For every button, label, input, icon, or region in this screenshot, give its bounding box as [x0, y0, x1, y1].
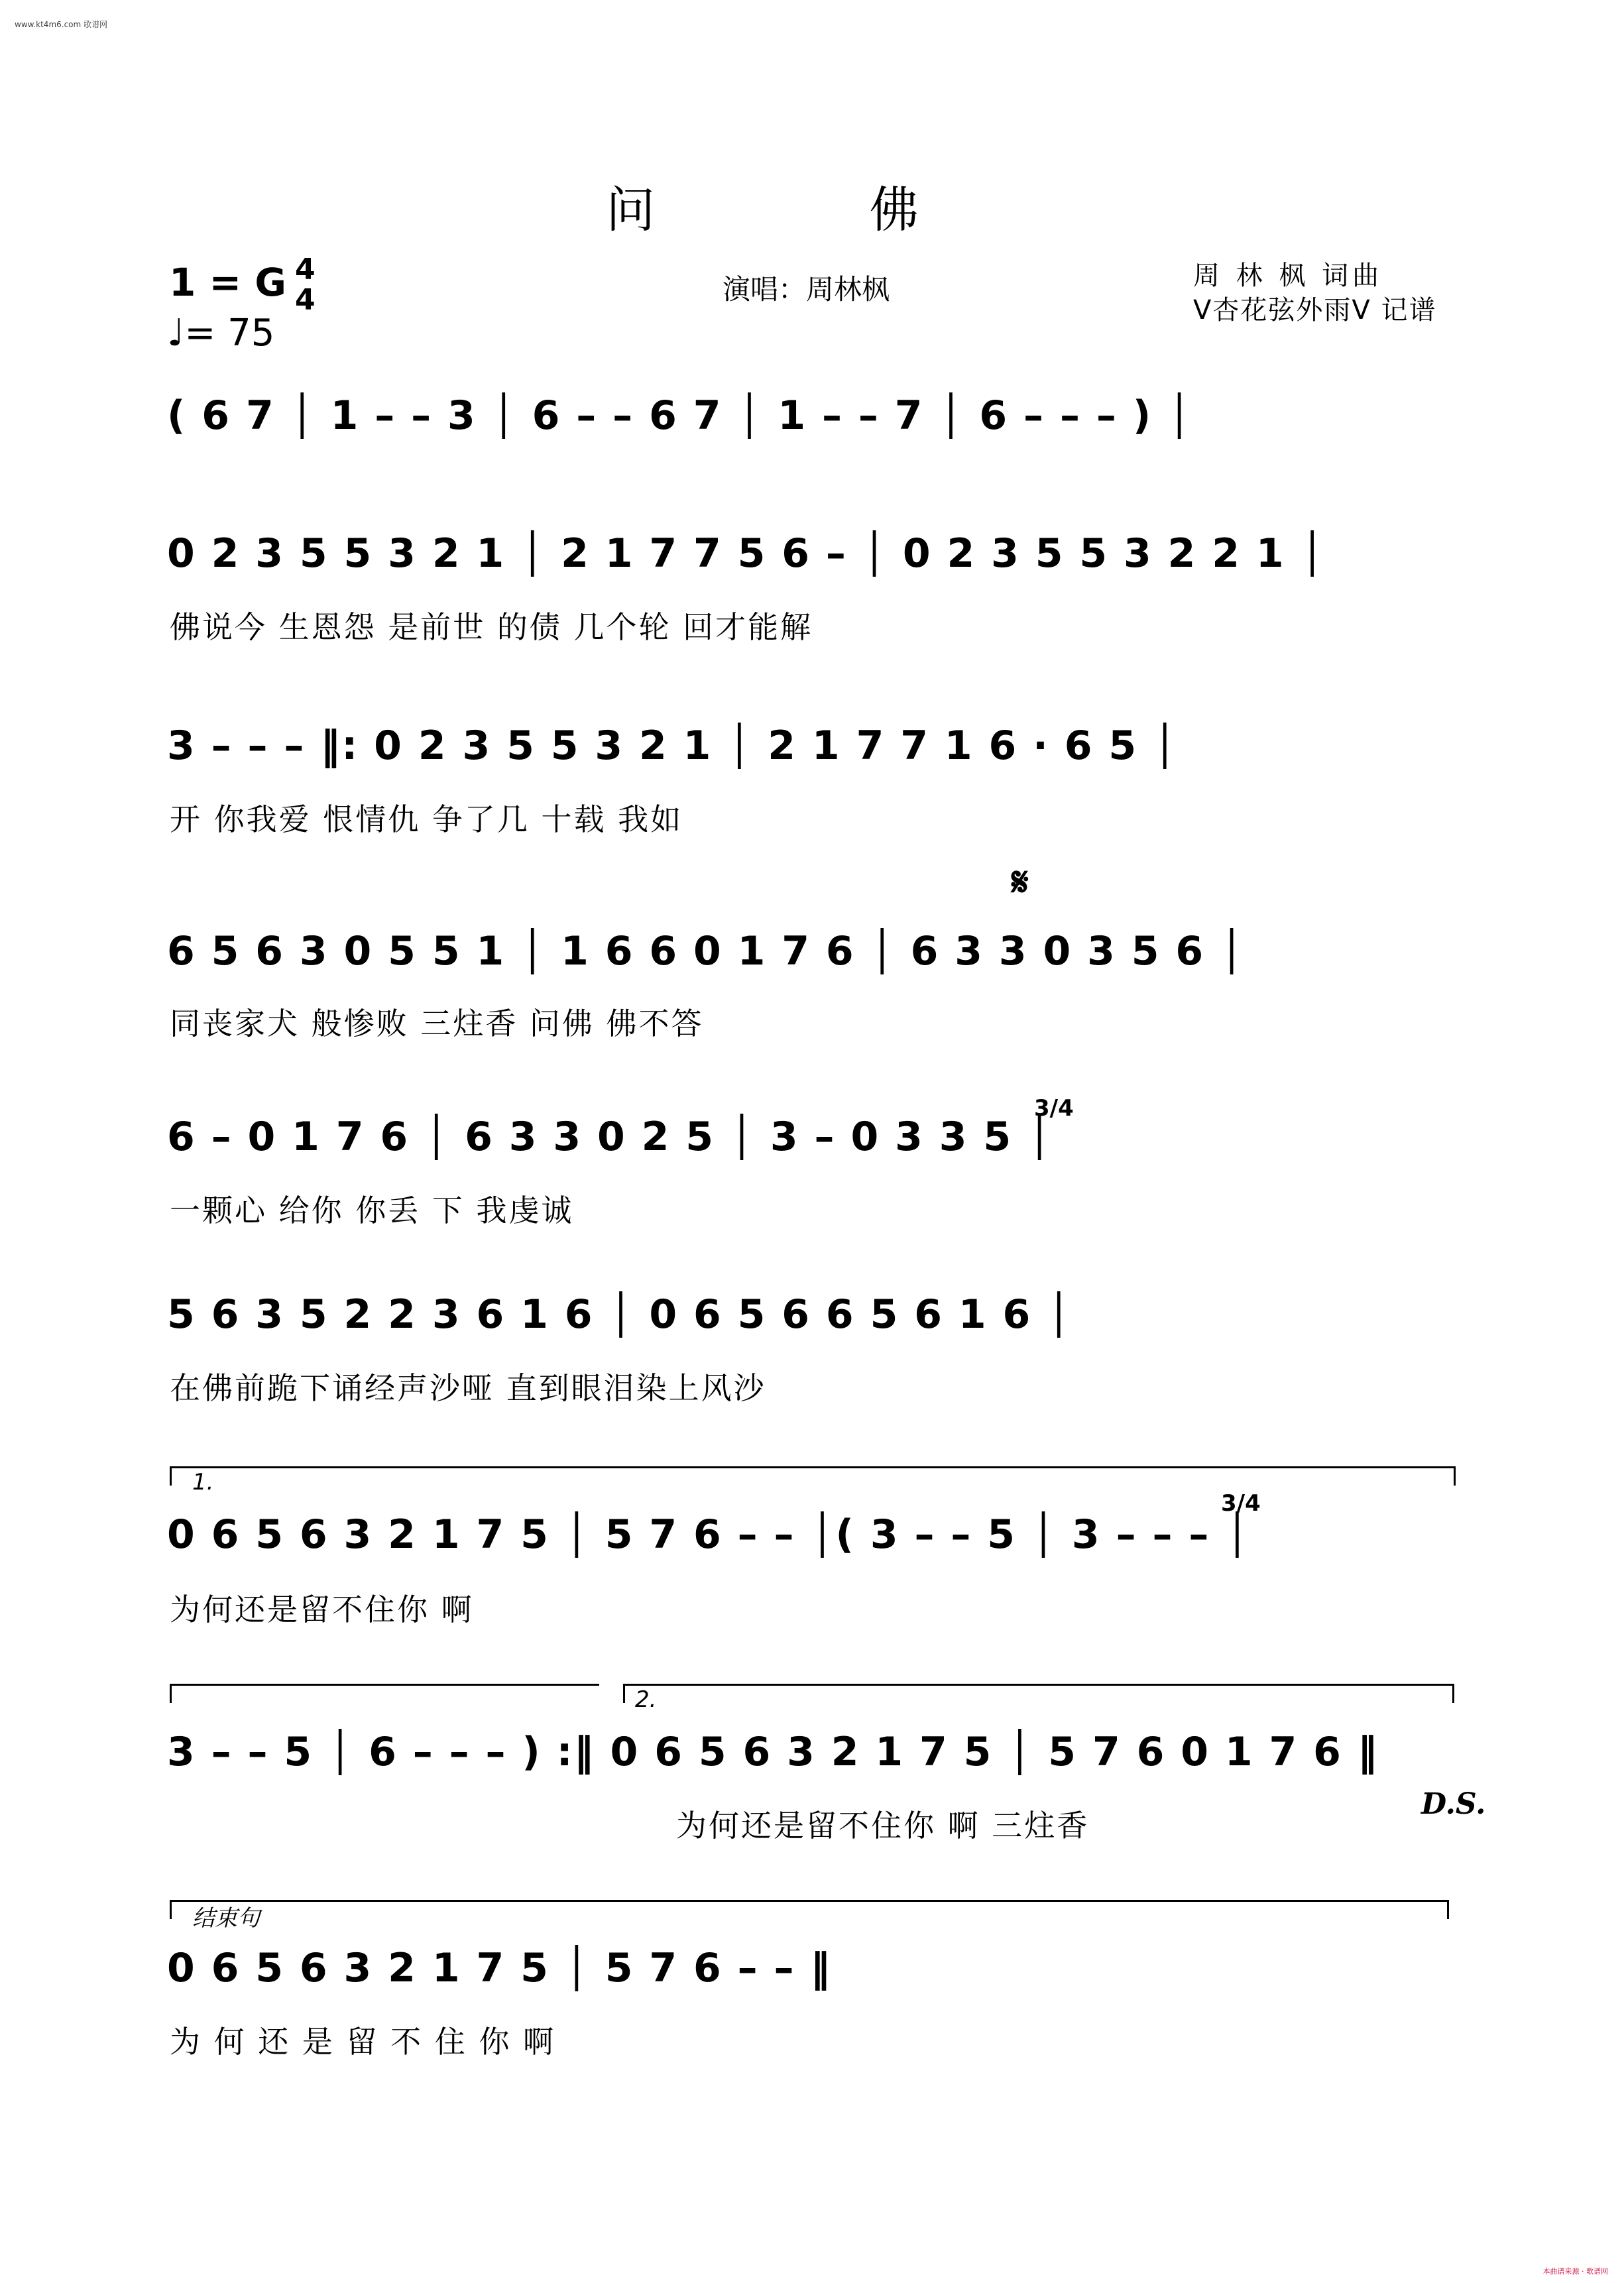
meter-change-marker: 3/4	[1034, 1095, 1074, 1122]
lyric-row: 在佛前跪下诵经声沙哑 直到眼泪染上风沙	[170, 1370, 766, 1406]
segno-sign: 𝄋	[1012, 859, 1029, 906]
notation-row: 0 2 3 5 5 3 2 1 │ 2 1 7 7 5 6 – │ 0 2 3 5 5 3 2 2 1 │	[167, 530, 1326, 577]
notation-row: 3 – – – ‖: 0 2 3 5 5 3 2 1 │ 2 1 7 7 1 6 · 6 5 │	[167, 723, 1179, 769]
lyric-row: 为何还是留不住你 啊 三炷香	[676, 1808, 1090, 1844]
lyric-row: 为 何 还 是 留 不 住 你 啊	[170, 2024, 555, 2060]
notation-row: ( 6 7 │ 1 – – 3 │ 6 – – 6 7 │ 1 – – 7 │ 6 – – – ) │	[167, 392, 1193, 439]
singer-credit: 演唱：周林枫	[723, 273, 890, 306]
transcriber-credit: V杏花弦外雨V 记谱	[1193, 295, 1437, 325]
notation-row: 0 6 5 6 3 2 1 7 5 │ 5 7 6 – – ‖	[167, 1945, 832, 1991]
tempo-marking: ♩= 75	[167, 312, 275, 355]
lyric-row: 佛说今 生恩怨 是前世 的债 几个轮 回才能解	[170, 609, 813, 645]
lyric-row: 为何还是留不住你 啊	[170, 1592, 474, 1627]
notation-row: 0 6 5 6 3 2 1 7 5 │ 5 7 6 – – │( 3 – – 5 │ 3 – – – │	[167, 1511, 1251, 1558]
lyric-row: 同丧家犬 般惨败 三炷香 问佛 佛不答	[170, 1006, 704, 1041]
coda-bracket	[170, 1900, 1449, 1902]
ending-bracket-1	[170, 1466, 1456, 1468]
site-watermark: www.kt4m6.com 歌谱网	[15, 20, 108, 29]
coda-label: 结束句	[192, 1905, 260, 1932]
ending-1-label: 1.	[192, 1469, 214, 1495]
notation-row: 6 – 0 1 7 6 │ 6 3 3 0 2 5 │ 3 – 0 3 3 5 │	[167, 1114, 1053, 1160]
song-title: 问 佛	[606, 182, 1018, 239]
meter-top: 4	[295, 253, 316, 286]
notation-row: 6 5 6 3 0 5 5 1 │ 1 6 6 0 1 7 6 │ 6 3 3 0 3 5 6 │	[167, 928, 1246, 974]
ending-bracket-2	[623, 1684, 1454, 1686]
meter-bottom: 4	[295, 283, 316, 317]
site-watermark-bottom: 本曲谱来源 · 歌谱网	[1542, 2267, 1608, 2276]
composer-credit: 周 林 枫 词曲	[1193, 261, 1383, 291]
lyric-row: 开 你我爱 恨情仇 争了几 十载 我如	[170, 801, 683, 837]
notation-row: 3 – – 5 │ 6 – – – ) :‖ 0 6 5 6 3 2 1 7 5 │ 5 7 6 0 1 7 6 ‖	[167, 1729, 1379, 1775]
time-signature	[295, 255, 316, 316]
meter-change-marker-2: 3/4	[1221, 1490, 1261, 1517]
ending-1-continuation	[170, 1684, 599, 1686]
key-signature: 1 = G	[169, 260, 286, 305]
ds-marking: D.S.	[1421, 1787, 1486, 1821]
lyric-row: 一颗心 给你 你丢 下 我虔诚	[170, 1193, 574, 1228]
notation-row: 5 6 3 5 2 2 3 6 1 6 │ 0 6 5 6 6 5 6 1 6 │	[167, 1291, 1073, 1338]
ending-2-label: 2.	[635, 1686, 657, 1713]
